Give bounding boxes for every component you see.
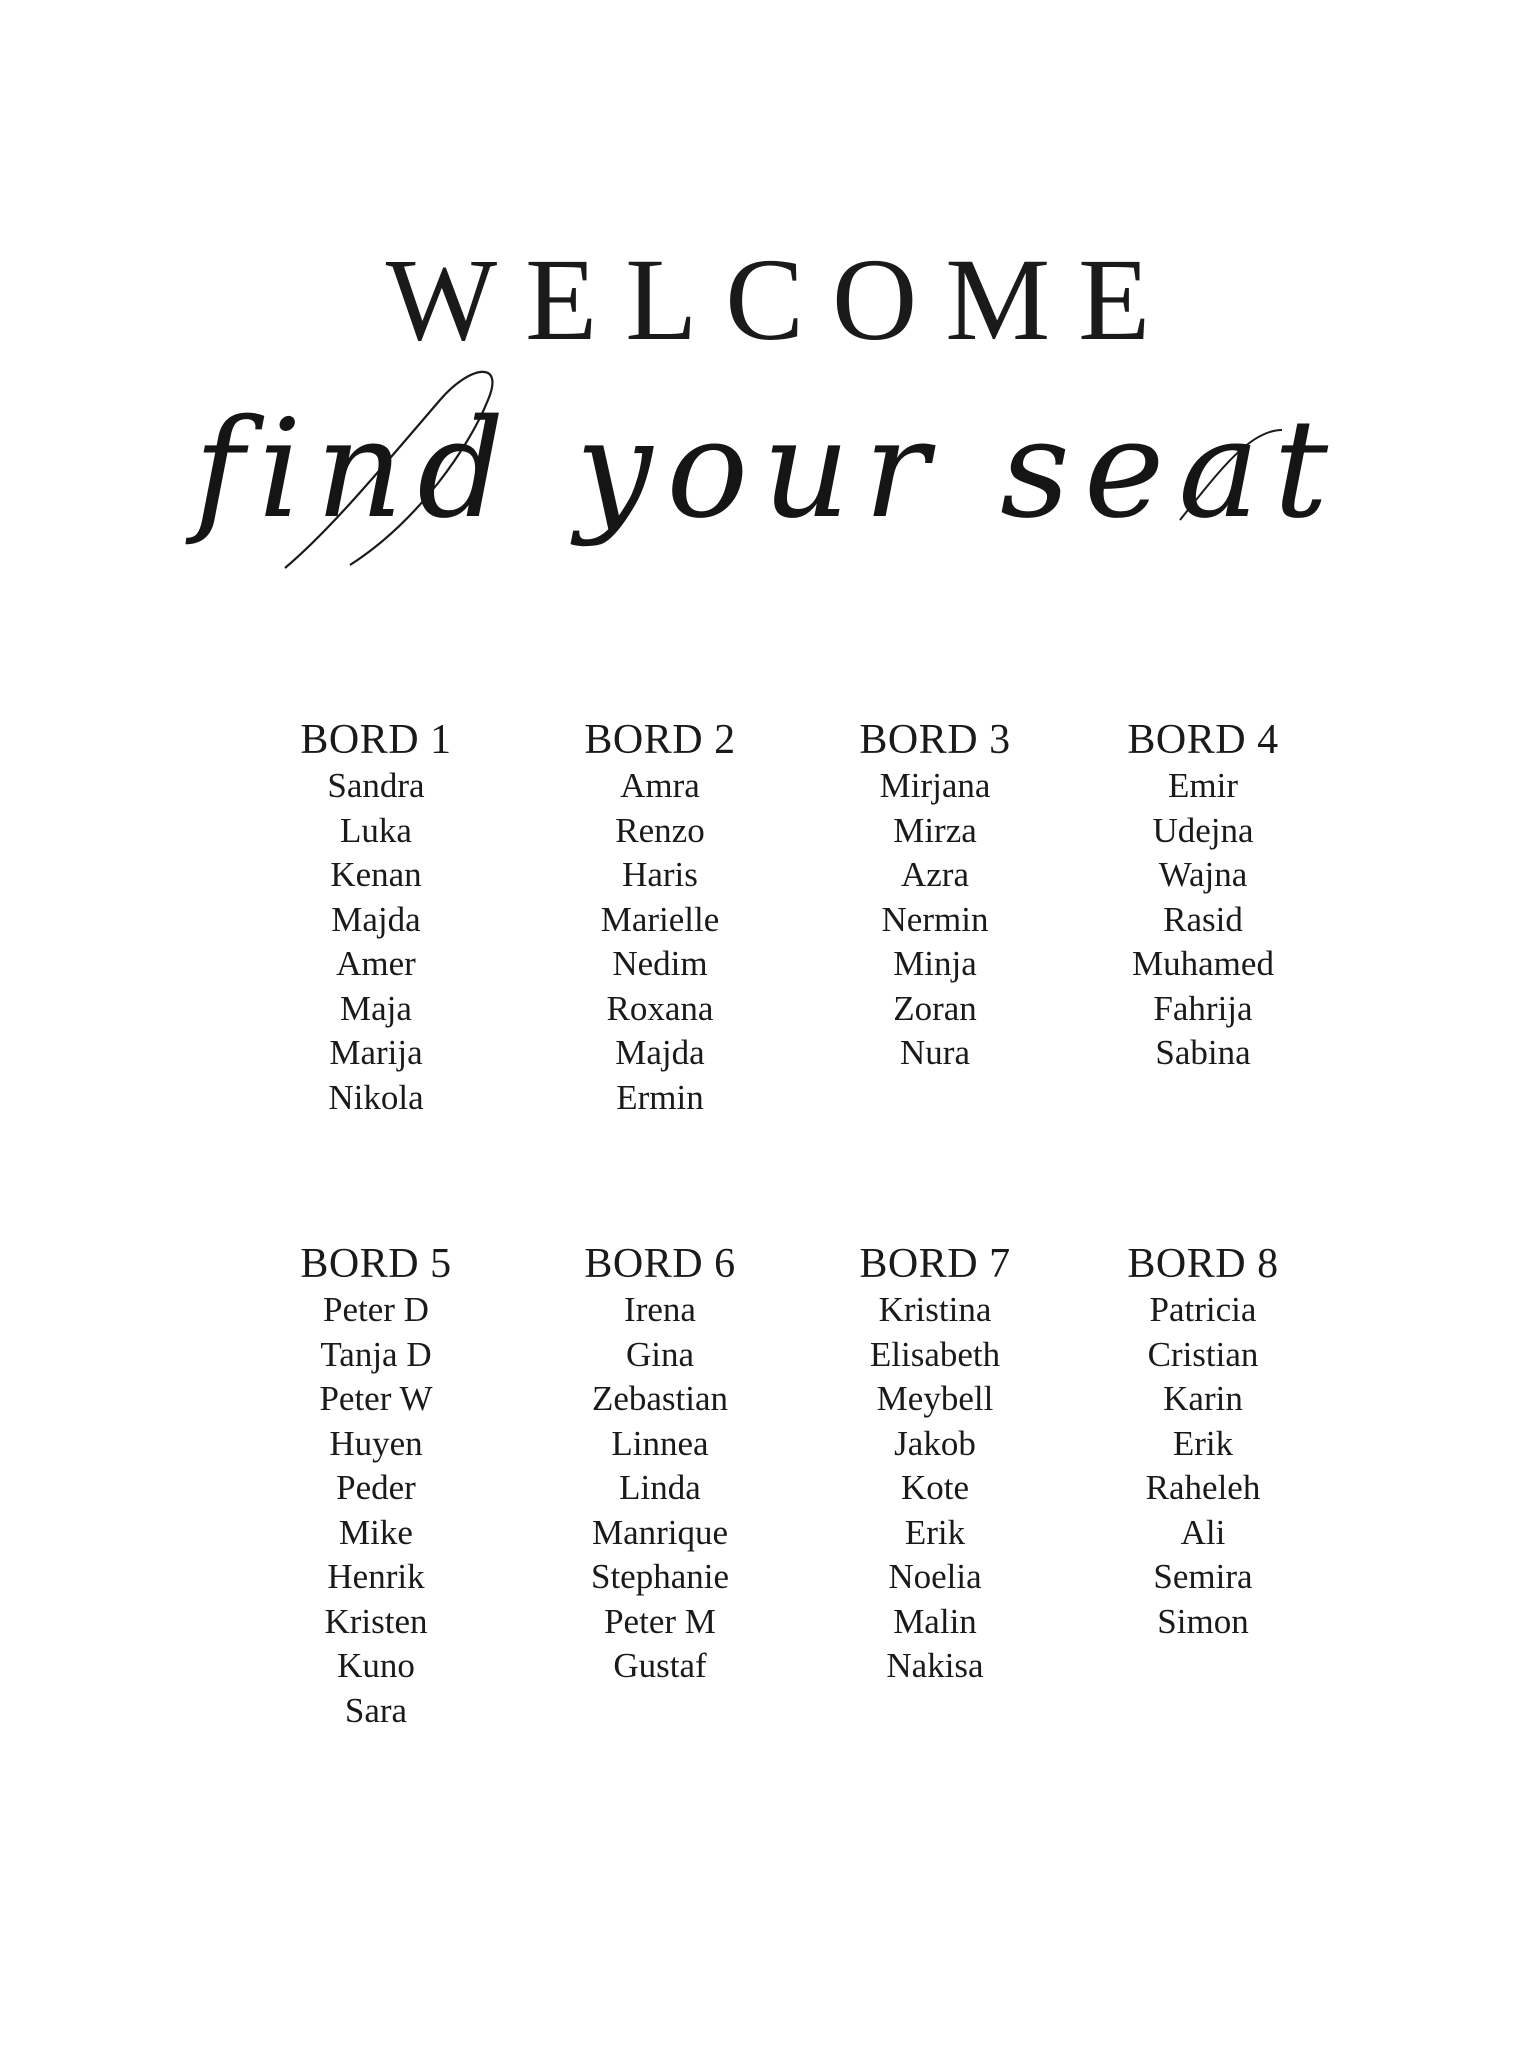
guest-name: Cristian (1147, 1334, 1259, 1374)
table-title: BORD 6 (584, 1241, 736, 1287)
guest-name: Erik (904, 1512, 966, 1552)
guest-name: Maja (340, 988, 412, 1028)
guest-name: Mirjana (879, 766, 991, 805)
guest-name: Ermin (616, 1077, 704, 1117)
guest-name: Ali (1180, 1512, 1226, 1552)
guest-name: Zoran (893, 988, 977, 1028)
guest-name: Kristen (324, 1601, 428, 1641)
table-column (530, 1240, 790, 1689)
guest-name: Henrik (327, 1557, 425, 1596)
table-column (805, 716, 1065, 1076)
guest-name: Sabina (1155, 1033, 1251, 1072)
guest-name: Sandra (327, 766, 425, 805)
guest-name: Majda (615, 1033, 705, 1072)
guest-name: Nermin (881, 899, 989, 939)
table-title: BORD 8 (1127, 1241, 1279, 1287)
guest-name: Kuno (337, 1646, 415, 1685)
guest-name: Roxana (606, 988, 714, 1028)
table-column (1073, 1240, 1333, 1644)
guest-name: Wajna (1158, 855, 1248, 894)
guest-name: Irena (624, 1290, 696, 1329)
guest-name: Nakisa (886, 1646, 984, 1685)
guest-name: Majda (331, 899, 421, 939)
table-column (246, 716, 506, 1120)
table-title: BORD 7 (859, 1241, 1011, 1287)
guest-name: Stephanie (590, 1557, 730, 1596)
guest-name: Linnea (611, 1423, 709, 1463)
guest-name: Peter M (604, 1601, 716, 1641)
guest-name: Rasid (1163, 899, 1243, 939)
guest-name: Erik (1172, 1423, 1234, 1463)
table-column (1073, 716, 1333, 1076)
guest-name: Amer (336, 944, 416, 983)
guest-name: Peter W (319, 1379, 433, 1418)
guest-name: Nura (900, 1033, 970, 1072)
guest-name: Zebastian (591, 1379, 729, 1418)
guest-name: Peder (336, 1468, 416, 1507)
guest-name: Luka (340, 810, 412, 850)
guest-name: Patricia (1149, 1290, 1257, 1329)
guest-name: Udejna (1152, 810, 1254, 850)
table-title: BORD 2 (584, 717, 736, 763)
guest-name: Mirza (893, 810, 977, 850)
guest-name: Malin (893, 1601, 977, 1641)
guest-name: Semira (1153, 1557, 1253, 1596)
guest-name: Kote (900, 1468, 970, 1507)
table-column (530, 716, 790, 1120)
guest-name: Kenan (330, 855, 422, 894)
guest-name: Peter D (323, 1290, 429, 1329)
guest-name: Haris (622, 855, 698, 894)
guest-name: Minja (893, 944, 977, 983)
guest-name: Tanja D (320, 1334, 432, 1374)
welcome-heading: WELCOME (385, 234, 1179, 365)
table-column (246, 1240, 506, 1733)
guest-name: Nikola (328, 1077, 424, 1117)
guest-name: Raheleh (1145, 1468, 1261, 1507)
find-your-seat-script: find your seat (193, 391, 1343, 549)
table-column (805, 1240, 1065, 1689)
guest-name: Simon (1157, 1601, 1249, 1641)
guest-name: Noelia (888, 1557, 982, 1596)
guest-name: Linda (619, 1468, 701, 1507)
guest-name: Meybell (876, 1379, 994, 1418)
table-title: BORD 3 (859, 717, 1011, 763)
guest-name: Marija (329, 1033, 423, 1072)
guest-name: Manrique (591, 1512, 729, 1552)
guest-name: Emir (1168, 766, 1238, 805)
table-title: BORD 5 (300, 1241, 452, 1287)
table-title: BORD 4 (1127, 717, 1279, 763)
guest-name: Marielle (600, 899, 720, 939)
guest-name: Nedim (612, 944, 708, 983)
guest-name: Karin (1163, 1379, 1243, 1418)
table-title: BORD 1 (300, 717, 452, 763)
guest-name: Huyen (329, 1423, 423, 1463)
guest-name: Jakob (894, 1423, 976, 1463)
guest-name: Gina (625, 1334, 695, 1374)
guest-name: Elisabeth (869, 1334, 1001, 1374)
guest-name: Gustaf (613, 1646, 707, 1685)
guest-name: Fahrija (1153, 988, 1253, 1028)
guest-name: Azra (900, 855, 969, 894)
guest-name: Muhamed (1132, 944, 1274, 983)
guest-name: Sara (344, 1690, 408, 1730)
guest-name: Mike (339, 1512, 413, 1552)
guest-name: Amra (620, 766, 700, 805)
guest-name: Kristina (878, 1290, 992, 1329)
guest-name: Renzo (615, 810, 705, 850)
